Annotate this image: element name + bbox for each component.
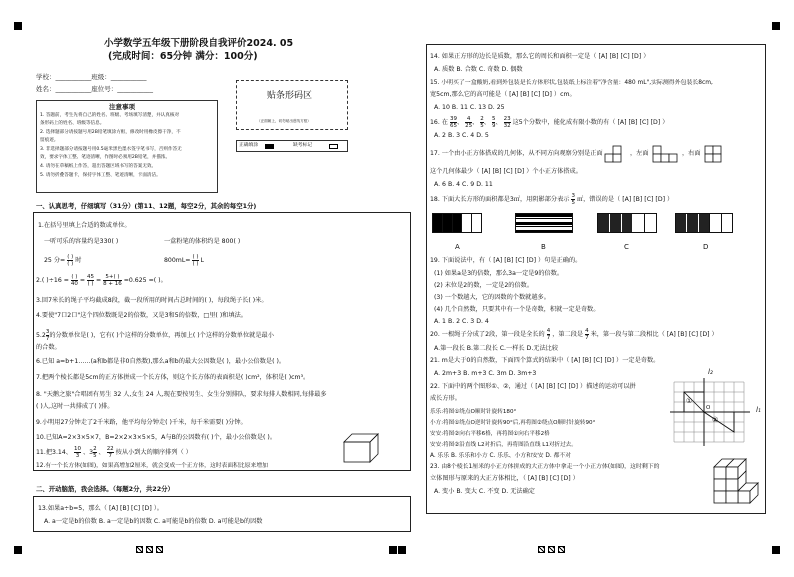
barcode-area — [236, 80, 348, 130]
page-id-box-3 — [156, 546, 163, 553]
q1c-post: 时 — [75, 257, 82, 264]
q1d-num[interactable]: ( ) — [192, 253, 199, 260]
q18-frac — [571, 193, 575, 206]
q12a-line: 12.有一个长方体(如图)，如果高增加2厘米，就会变成一个正方体，这时表面积比原来增加 — [36, 463, 268, 469]
q22-statement: 安安:将图②向右平移6格，再将图①向右平移2格 — [430, 431, 550, 437]
correct-fill-label: 正确填涂 — [239, 143, 259, 148]
q21-options[interactable]: A. 2m+3 B. m+3 C. 3m D. 3m+3 — [434, 370, 537, 377]
q1: 1.在括号里填上合适的数或单位。 — [38, 222, 131, 229]
q20-f1d: 7 — [546, 334, 551, 341]
q16-options[interactable]: A. 2 B. 3 C. 4 D. 5 — [434, 132, 489, 139]
q2-frac3[interactable] — [103, 274, 122, 287]
q23a: 23. 由8个棱长1厘米的小正方体拼成的大正方体中拿走一个小正方体(如图)，这时剩下的 — [430, 464, 660, 470]
q16-frac3 — [480, 116, 484, 129]
q17-left-view — [652, 143, 680, 165]
q18-option-a-figure — [432, 213, 482, 233]
q22-shape1-label: ① — [686, 397, 693, 405]
q20-options[interactable]: A.第一段长 B.第二段长 C.一样长 D.无法比较 — [434, 345, 559, 352]
q20-frac2 — [585, 328, 589, 341]
q18-num: 3 — [571, 192, 575, 199]
q16-f1n: 39 — [449, 115, 457, 122]
q5-den: 7 — [45, 335, 50, 342]
q11 — [36, 444, 192, 462]
q1a: 一听可乐的容量约是330( ) — [44, 238, 119, 245]
q11-a: 11.把3.14、 — [36, 449, 72, 456]
q18-label-b[interactable]: B — [541, 243, 546, 251]
q21: 21. m是大于0的自然数，下面四个算式的结果中（ [A] [B] [C] [D] ）一定是奇数。 — [430, 357, 660, 364]
barcode-note: （正面朝上，切勿贴出虚线方框） — [257, 119, 311, 123]
q5-num: 3 — [45, 328, 50, 335]
q11-f1d: 3 — [75, 452, 80, 459]
q19-options[interactable]: A. 1 B. 2 C. 3 D. 4 — [434, 318, 489, 325]
q23b: 立体图形与原来的大正方体相比，（ [A] [B] [C] [D] ） — [430, 475, 579, 482]
q7: 7.把两个棱长都是5cm的正方体拼成一个长方体，则这个长方体的表面积是( )cm²，体积是( )cm³。 — [36, 374, 310, 381]
q11-f2n: 2 — [93, 445, 97, 452]
q17-options[interactable]: A. 6 B. 4 C. 9 D. 11 — [434, 181, 493, 188]
q8b: ( )人,这时一共排成了( )排。 — [36, 403, 114, 410]
q11-b: 、3 — [82, 449, 94, 456]
page-id-box-1 — [136, 546, 143, 553]
q22a: 22. 下面中的两个图形①、②，通过（ [A] [B] [C] [D] ）描述的运动可以拼 — [430, 383, 636, 390]
q2-frac1-den: 40 — [70, 280, 78, 287]
q14-options[interactable]: A. 质数 B. 合数 C. 奇数 D. 偶数 — [434, 66, 523, 73]
q22-statement: 乐乐:将图①绕点O顺时针旋转180° — [430, 409, 517, 415]
name-seat-field[interactable]: 姓名：___________座位号：___________ — [36, 85, 153, 93]
q8a: 8. "天鹅之旅"合唱团有男生 32 人,女生 24 人,现在要按男生、女生分别排队，要求每排人数相同,每排最多 — [36, 391, 327, 398]
q18-label-a[interactable]: A — [455, 243, 460, 251]
q16-f2d: 25 — [465, 122, 473, 129]
q16-f4d: 9 — [491, 122, 496, 129]
q5-a: 5.2 — [36, 332, 46, 339]
q11-frac3 — [107, 446, 114, 459]
q12-cuboid-figure — [340, 430, 382, 466]
q1c — [44, 251, 81, 271]
q19: 19. 下面说法中，有（ [A] [B] [C] [D] ）句是正确的。 — [430, 257, 582, 264]
q18-pre: 18. 下面大长方形的面积都是3㎡，用阴影部分表示 — [430, 196, 570, 203]
q5 — [36, 328, 274, 344]
q18-option-d-figure — [675, 213, 733, 233]
q15a: 15. 小明买了一盒酸奶,看到外包装是长方体形状,包装纸上标注着"净含量：480 mL",实际测得外包装长8cm, — [430, 80, 713, 86]
q19-item: (1) 如果a是3的倍数，那么3a一定是9的倍数。 — [434, 270, 564, 277]
q16-f4n: 5 — [491, 115, 496, 122]
q16-f2n: 4 — [466, 115, 471, 122]
q22-statement: 安安:将图②沿直线 L2对折后，再将图沿直线 L1对折过去。 — [430, 442, 577, 448]
q13: 13.如果a÷b=5，那么（ [A] [B] [C] [D] ）。 — [38, 505, 163, 512]
q20-frac1 — [547, 328, 551, 341]
q17-right-view — [704, 143, 732, 165]
q11-frac2 — [93, 446, 97, 459]
q19-item: (2) 末位是2的数，一定是2的倍数。 — [434, 282, 534, 289]
q20-c: 米，第一段与第二段相比（ [A] [B] [C] [D] ） — [590, 331, 718, 338]
q20-b: ，第二段是 — [552, 331, 584, 338]
q9: 9.小明用27分钟走了2千米路，他平均每分钟走( )千米，每千米需要( )分钟。 — [36, 419, 247, 426]
notice-line: 3. 非选择题部分请按题号用0.5毫米黑色墨水签字笔书写，否则作答无 — [40, 147, 182, 152]
q22-l1-label: l₁ — [756, 406, 761, 414]
q22b: 成长方形。 — [430, 395, 461, 402]
q2-b: = — [79, 277, 86, 284]
q11-f3d: 7 — [108, 452, 112, 459]
q2-c: = — [95, 277, 102, 284]
q18-label-c[interactable]: C — [624, 243, 629, 251]
q2-a: 2.( )÷16 = — [36, 277, 69, 284]
section2-box — [33, 496, 411, 532]
q22-o-label: O — [706, 405, 711, 411]
q11-c: 、 — [98, 449, 105, 456]
q23-cube-figure — [712, 455, 764, 509]
q1c-den[interactable]: ( ) — [67, 260, 74, 267]
q16-frac4 — [492, 116, 496, 129]
q1d-pre: 800mL= — [164, 257, 191, 264]
q16-pre: 16. 在 — [430, 119, 448, 126]
q22-shape2-label: ② — [712, 416, 719, 424]
section1-title: 一、认真思考，仔细填写（31分）(第11、12题，每空2分，其余的每空1分) — [36, 202, 257, 210]
notice-box — [36, 100, 218, 193]
q19-item: (3) 一个数越大，它的因数的个数就越多。 — [434, 294, 550, 301]
q2-frac2-num: 45 — [87, 273, 95, 280]
q4: 4.要使"7口2口"这个四位数既是2的倍数，又是3和5的倍数，□里( )和填法。 — [36, 312, 247, 319]
q23-options[interactable]: A. 变小 B. 变大 C. 不变 D. 无法确定 — [434, 488, 535, 495]
q20-a: 20. 一根绳子分成了2段，第一段是全长的 — [430, 331, 545, 338]
q5c: 的合数。 — [36, 344, 61, 351]
q18 — [430, 192, 673, 208]
corner-marker-bm2 — [398, 546, 406, 554]
q11-f3n: 22 — [106, 445, 114, 452]
corner-marker-br — [772, 546, 780, 554]
q11-d: 按从小到大的顺序排列（ ） — [115, 449, 192, 456]
q19-item: (4) 几个自然数，只要其中有一个是奇数，积就一定是奇数。 — [434, 306, 600, 313]
q11-f1n: 10 — [73, 445, 81, 452]
correct-fill-sample — [265, 144, 274, 149]
q16-frac1 — [450, 116, 457, 129]
notice-line: 5. 请勿折叠答题卡，保持字体工整、笔迹清晰，卡面清洁。 — [40, 173, 161, 178]
q15b: 宽5cm,那么它的高可能是（ [A] [B] [C] [D] ）cm。 — [430, 91, 576, 98]
q14: 14. 如果正方形的边长是质数，那么它的周长和面积一定是（ [A] [B] [C] [D] ） — [430, 53, 650, 60]
q16-frac2 — [465, 116, 472, 129]
q2-frac1-num[interactable]: ( ) — [71, 273, 78, 280]
q16-f3d: 5 — [480, 122, 484, 129]
q1c-pre: 25 分= — [44, 257, 66, 264]
q18-option-b-figure — [515, 213, 573, 233]
q17-front-view — [604, 143, 630, 165]
q16-f5n: 23 — [503, 115, 511, 122]
q3: 3.回7米长的绳子平均截成8段，截一段所用的时间占总时间的( )，每段绳子长( )米。 — [36, 297, 268, 304]
section2-title: 二、开动脑筋，我会选择。（每题2分，共22分） — [36, 485, 174, 493]
q2-frac3-den: 8 + 16 — [103, 280, 122, 287]
q16-f5d: 32 — [503, 122, 511, 129]
q16-post: 这5个分数中，能化成有限小数的有（ [A] [B] [C] [D] ） — [512, 119, 669, 126]
q16-f1d: 65 — [449, 122, 457, 129]
q2-frac1[interactable] — [71, 274, 78, 287]
notice-line: 1. 答题前，考生先将自己的姓名、班级、考场填写清楚，并认真核对 — [40, 113, 180, 118]
q20 — [430, 327, 718, 343]
q20-f2d: 7 — [585, 334, 589, 341]
q1b: 一盒粉笔的体积约是 800( ) — [164, 238, 241, 245]
q18-label-d[interactable]: D — [703, 243, 709, 251]
absent-mark-checkbox[interactable] — [329, 144, 338, 149]
page-id-box-6 — [558, 546, 565, 553]
q2 — [36, 271, 167, 291]
notice-line: 条形码上的姓名、班级等信息。 — [40, 121, 105, 126]
notice-line: 效，要求字体工整、笔迹清晰，作图时必须用2B铅笔，并描浓。 — [40, 155, 171, 160]
q16: 16. 在 $\frac{39}{65}$ 、 $\frac{4}{25}$ 、 $\frac{2}{5}$ 、 $\frac{5}{9}$ 、 $\frac{23}{32}$ 这5个分数中，能化成有限小数的有（ [A] [B] [C] [D] ） — [430, 115, 669, 129]
q22-l2-label: l₂ — [708, 368, 713, 376]
q20-f1n: 4 — [546, 327, 551, 334]
notice-line: 留痕迹。 — [40, 138, 59, 143]
q1c-frac[interactable] — [67, 254, 73, 267]
q15-options[interactable]: A. 10 B. 11 C. 13 D. 25 — [434, 104, 505, 111]
q17b: ，左面 — [630, 150, 649, 157]
corner-marker-bl — [14, 546, 22, 554]
q11-f2d: 5 — [93, 452, 97, 459]
q1d — [164, 251, 204, 271]
notice-line: 2. 选择题部分请按题号用2B铅笔填涂方框，修改时用橡皮擦干净，不 — [40, 130, 181, 135]
q1d-frac[interactable] — [192, 254, 198, 267]
q22-statement: 小方:将图①绕点O逆时针旋转90°后,再将图②绕点O顺时针旋转90° — [430, 420, 596, 426]
q2-frac2-den[interactable]: ( ) — [87, 280, 94, 287]
q18-post: ㎡，错误的是（ [A] [B] [C] [D] ） — [576, 196, 674, 203]
q1d-den[interactable]: ( ) — [192, 260, 199, 267]
q18-option-c-figure — [597, 213, 657, 233]
q2-frac3-num[interactable]: 5+( ) — [103, 274, 122, 281]
q2-d: =0.625 =( )。 — [123, 277, 167, 284]
school-class-field[interactable]: 学校：___________班级：___________ — [36, 73, 147, 81]
q18-den: 5 — [571, 199, 575, 206]
page-id-box-4 — [538, 546, 545, 553]
corner-marker-tr — [772, 22, 780, 30]
corner-marker-tl — [14, 22, 22, 30]
page-id-box-5 — [548, 546, 555, 553]
q5-b: 的分数单位是( )，它有( )个这样的分数单位，再加上( )个这样的分数单位就是最小 — [49, 332, 274, 339]
q6: 6.已知 a=b+1……(a和b都是非0自然数),那么a和b的最大公因数是( )，最小公倍数是( )。 — [36, 358, 286, 365]
q1d-post: L — [200, 257, 204, 264]
exam-subtitle: (完成时间：65分钟 满分：100分) — [108, 51, 258, 62]
q22-options[interactable]: A. 乐乐 B. 乐乐和小方 C. 乐乐、小方和安安 D. 都不对 — [430, 453, 571, 459]
page-id-box-2 — [146, 546, 153, 553]
absent-mark-label: 缺考标记 — [293, 143, 313, 148]
q17d: 这个几何体最少（ [A] [B] [C] [D] ）个小正方体搭成。 — [430, 168, 582, 175]
barcode-label: 贴条形码区 — [267, 91, 313, 101]
notice-title: 注意事项 — [109, 103, 135, 111]
q17a: 17. 一个由小正方体搭成的几何体，从不同方向观察分别是正面 — [430, 150, 603, 157]
q11-frac1 — [74, 446, 81, 459]
q13-options[interactable]: A. a一定是b的倍数 B. a一定是b的因数 C. a可能是b的倍数 D. a可能是b的因数 — [44, 518, 263, 525]
q2-frac2[interactable] — [87, 274, 94, 287]
q10: 10.已知A=2×3×5×7，B=2×2×3×5×5，A与B的公因数有( )个，最小公倍数是( )。 — [36, 434, 277, 441]
notice-line: 4. 请勿在草稿纸上作答，超出答题区域书写的答案无效。 — [40, 164, 157, 169]
q16-f3n: 2 — [480, 115, 484, 122]
q22-grid-figure — [670, 376, 756, 448]
q16-frac5 — [504, 116, 511, 129]
q1c-num[interactable]: ( ) — [67, 253, 74, 260]
fill-sample-row — [236, 140, 348, 152]
exam-title: 小学数学五年级下册阶段自我评价2024. 05 — [104, 38, 294, 49]
q20-f2n: 4 — [585, 327, 589, 334]
corner-marker-bm — [389, 546, 397, 554]
q17c: ，右面 — [682, 150, 701, 157]
